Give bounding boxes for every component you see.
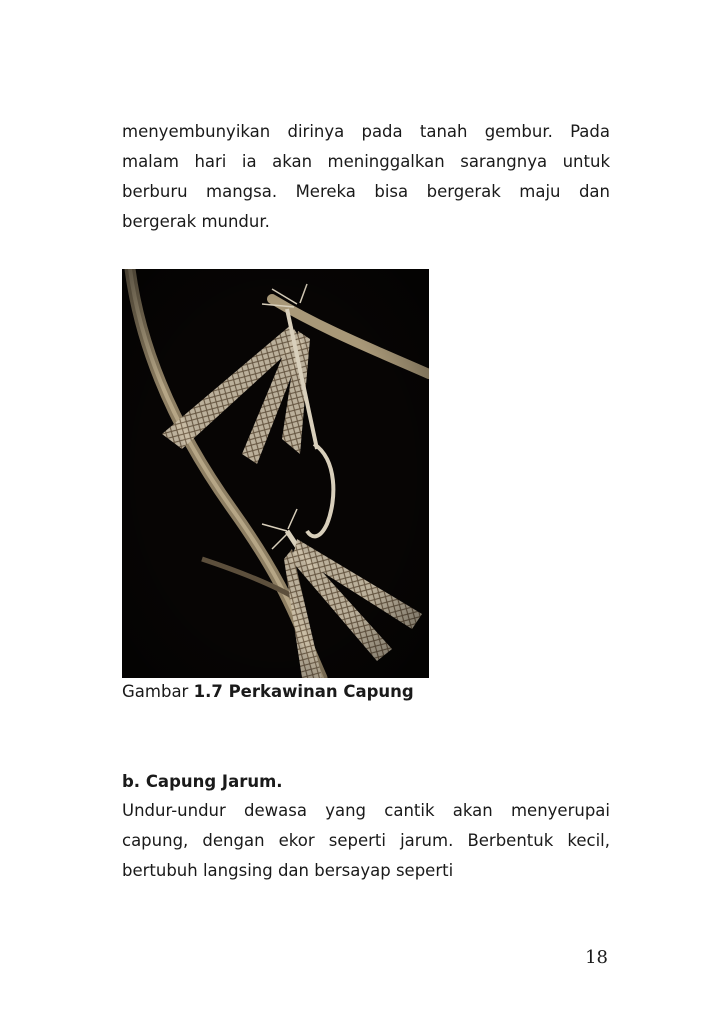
page-number: 18 <box>585 947 608 968</box>
body-paragraph: menyembunyikan dirinya pada tanah gembur. Pada malam hari ia akan meninggalkan sarangnya untuk berburu mangsa. Mereka bisa bergerak maju dan bergerak mundur. <box>122 122 610 231</box>
section-heading: b. Capung Jarum. <box>122 772 283 791</box>
caption-title: 1.7 Perkawinan Capung <box>193 682 414 701</box>
figure-photo-mating-antlions <box>122 269 429 678</box>
body-paragraph: Undur-undur dewasa yang cantik akan menyerupai capung, dengan ekor seperti jarum. Berbentuk kecil, bertubuh langsing dan bersayap seperti <box>122 801 610 880</box>
caption-prefix: Gambar <box>122 682 189 701</box>
figure-caption <box>122 679 414 705</box>
